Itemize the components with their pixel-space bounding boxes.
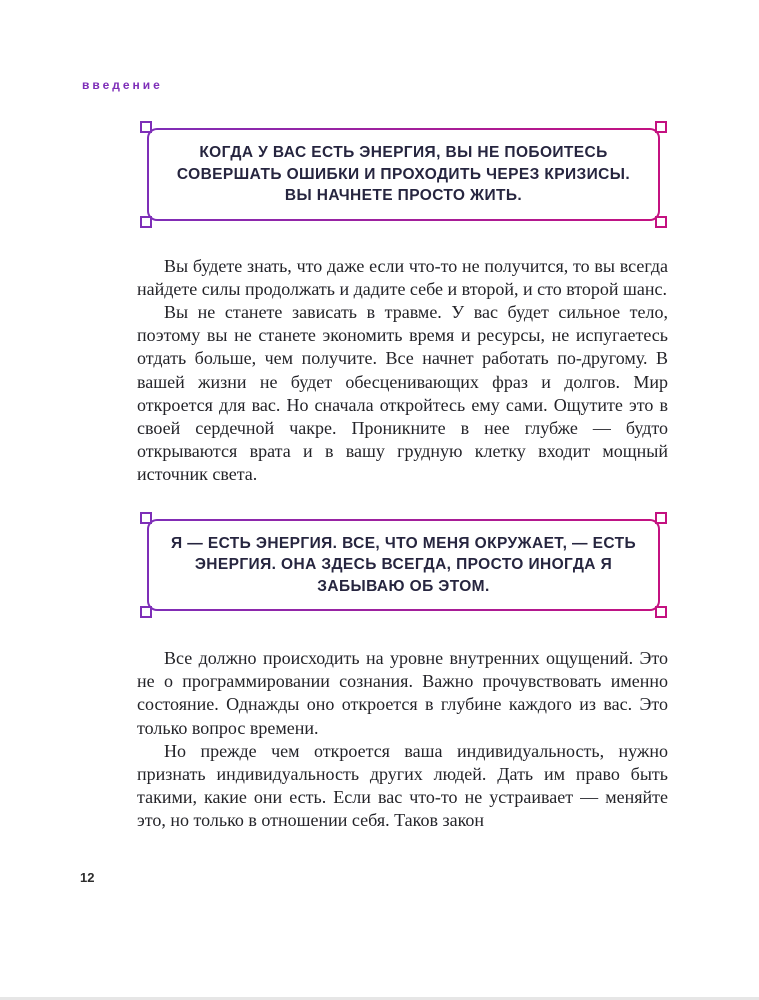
corner-ornament-icon: [655, 121, 667, 133]
corner-ornament-icon: [655, 512, 667, 524]
paragraph: Все должно происходить на уровне внутренних ощущений. Это не о программировании сознания. Важно прочувствовать именно состояние. Однажды оно откроется в глубине каждого из вас. Это только вопрос времени.: [137, 648, 668, 738]
corner-ornament-icon: [140, 606, 152, 618]
quote-box-2: [147, 519, 660, 612]
paragraph: Но прежде чем откроется ваша индивидуальность, нужно признать индивидуальность других людей. Дать им право быть такими, какие они есть. Если вас что-то не устраивает — меняйте это, но только в отношении себя. Таков закон: [137, 740, 668, 831]
quote-text-1: КОГДА У ВАС ЕСТЬ ЭНЕРГИЯ, ВЫ НЕ ПОБОИТЕСЬ СОВЕРШАТЬ ОШИБКИ И ПРОХОДИТЬ ЧЕРЕЗ КРИЗИСЫ. ВЫ НАЧНЕТЕ ПРОСТО ЖИТЬ.: [149, 130, 658, 219]
paragraph: Вы не станете зависать в травме. У вас будет сильное тело, поэтому вы не станете экономить время и ресурсы, не испугаетесь отдать больше, чем получите. Все начнет работать по-другому. В вашей жизни не будет обесценивающих фраз и долгов. Мир откроется для вас. Но сначала откройтесь ему сами. Ощутите это в своей сердечной чакре. Проникните в нее глубже — будто открываются врата и в вашу грудную клетку входит мощный источник света.: [137, 301, 668, 485]
corner-ornament-icon: [140, 512, 152, 524]
paragraph: Вы будете знать, что даже если что-то не получится, то вы всегда найдете силы продолжать и дадите себе и второй, и сто второй шанс.: [137, 255, 668, 299]
quote-text-2: Я — ЕСТЬ ЭНЕРГИЯ. ВСЕ, ЧТО МЕНЯ ОКРУЖАЕТ, — ЕСТЬ ЭНЕРГИЯ. ОНА ЗДЕСЬ ВСЕГДА, ПРОСТО ИНОГДА Я ЗАБЫВАЮ ОБ ЭТОМ.: [149, 521, 658, 610]
corner-ornament-icon: [655, 606, 667, 618]
running-head: введение: [82, 78, 163, 92]
page-content: [137, 128, 668, 833]
corner-ornament-icon: [140, 216, 152, 228]
quote-box-1: [147, 128, 660, 221]
corner-ornament-icon: [140, 121, 152, 133]
corner-ornament-icon: [655, 216, 667, 228]
page-number: 12: [80, 870, 95, 885]
